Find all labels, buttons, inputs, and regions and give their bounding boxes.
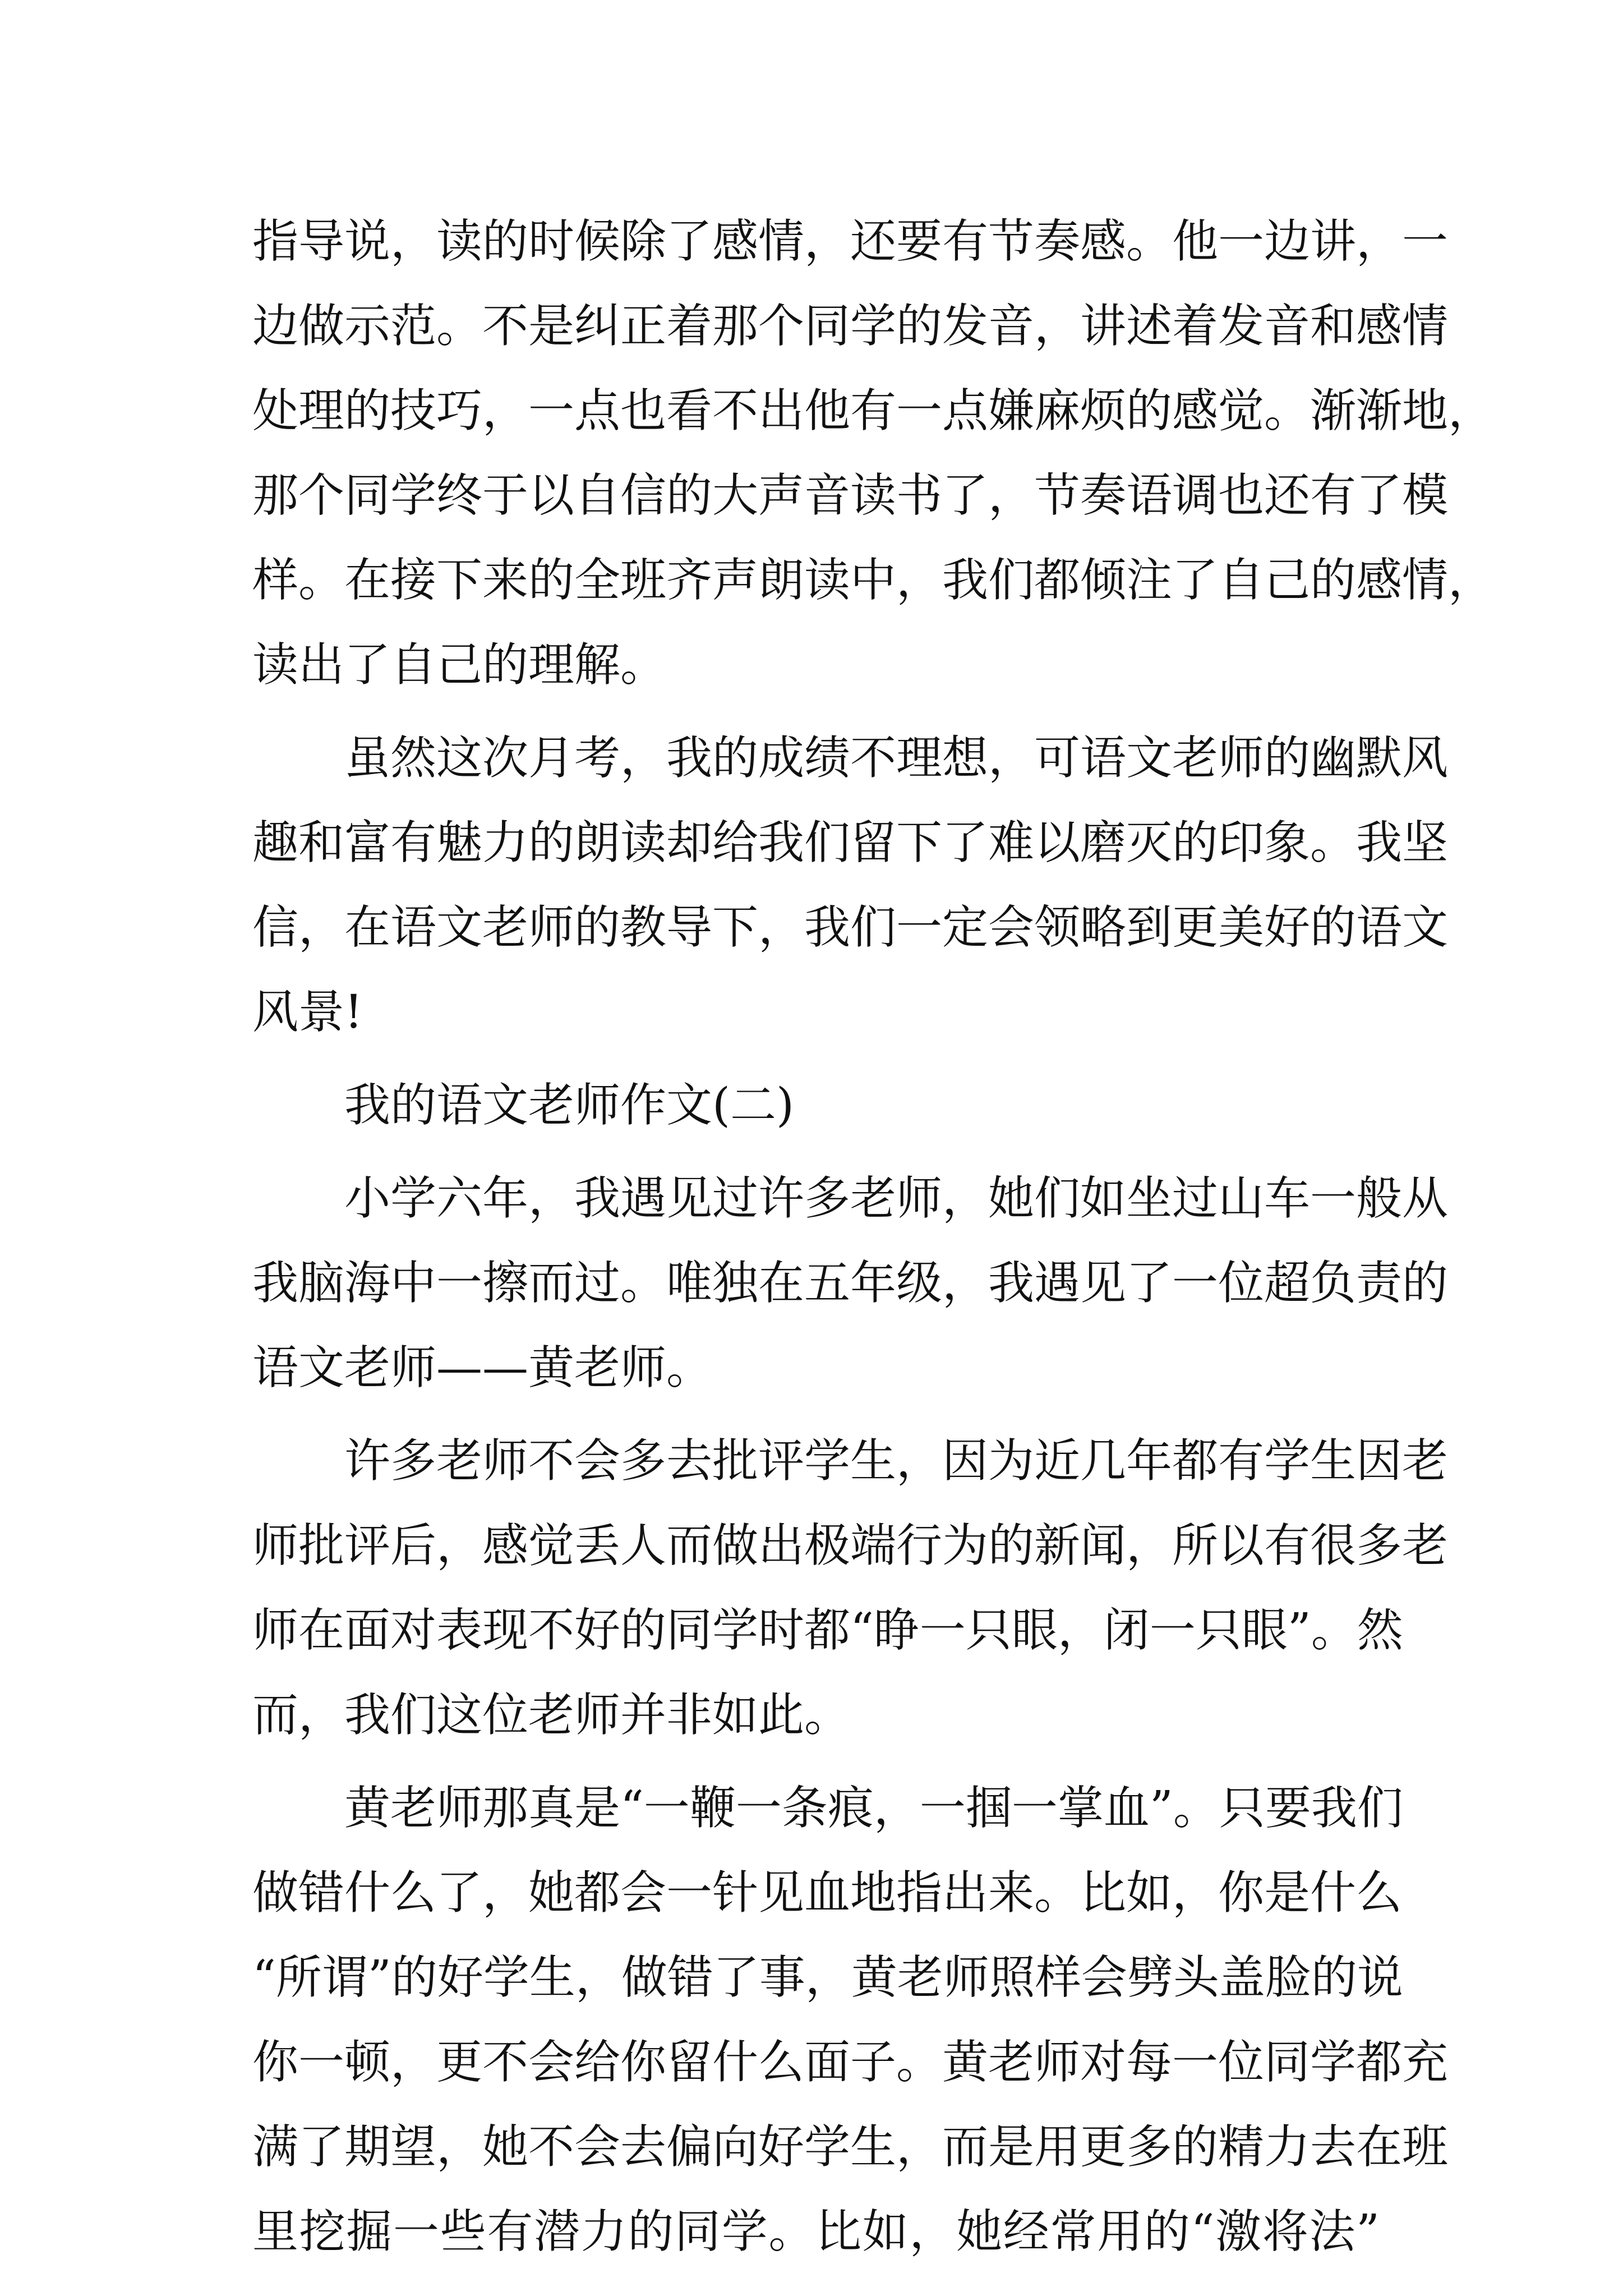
paragraph bbox=[252, 1766, 1449, 2274]
text-line: 那个同学终于以自信的大声音读书了，节奏语调也还有了模 bbox=[252, 469, 1449, 522]
text-line: 指导说，读的时候除了感情，还要有节奏感。他一边讲，一 bbox=[252, 215, 1449, 268]
text-line: 黄老师那真是“一鞭一条痕，一掴一掌血”。只要我们 bbox=[344, 1782, 1403, 1835]
text-line: 边做示范。不是纠正着那个同学的发音，讲述着发音和感情 bbox=[252, 300, 1449, 353]
paragraph bbox=[252, 1156, 1449, 1410]
text-line: “所谓”的好学生，做错了事，黄老师照样会劈头盖脸的说 bbox=[252, 1951, 1403, 2004]
text-line: 信，在语文老师的教导下，我们一定会领略到更美好的语文 bbox=[252, 901, 1449, 954]
text-line: 样。在接下来的全班齐声朗读中，我们都倾注了自己的感情， bbox=[252, 554, 1495, 607]
text-line: 虽然这次月考，我的成绩不理想，可语文老师的幽默风 bbox=[344, 731, 1449, 785]
paragraph bbox=[252, 1063, 1380, 1148]
text-line: 趣和富有魅力的朗读却给我们留下了难以磨灭的印象。我坚 bbox=[252, 816, 1449, 869]
text-line: 里挖掘一些有潜力的同学。比如，她经常用的“激将法” bbox=[252, 2205, 1380, 2258]
paragraph bbox=[252, 199, 1495, 707]
paragraph bbox=[252, 1419, 1449, 1757]
text-line: 你一顿，更不会给你留什么面子。黄老师对每一位同学都充 bbox=[252, 2036, 1449, 2089]
text-line: 我脑海中一擦而过。唯独在五年级，我遇见了一位超负责的 bbox=[252, 1257, 1449, 1310]
text-line: 我的语文老师作文(二) bbox=[344, 1079, 794, 1132]
text-line: 师批评后，感觉丢人而做出极端行为的新闻，所以有很多老 bbox=[252, 1519, 1449, 1572]
text-line: 师在面对表现不好的同学时都“睁一只眼，闭一只眼”。然 bbox=[252, 1604, 1403, 1657]
text-line: 许多老师不会多去批评学生，因为近几年都有学生因老 bbox=[344, 1434, 1449, 1488]
document-page bbox=[252, 199, 1495, 2274]
text-line: 满了期望，她不会去偏向好学生，而是用更多的精力去在班 bbox=[252, 2120, 1449, 2174]
text-line: 语文老师——黄老师。 bbox=[252, 1341, 713, 1395]
text-line: 处理的技巧，一点也看不出他有一点嫌麻烦的感觉。渐渐地， bbox=[252, 384, 1495, 438]
text-line: 而，我们这位老师并非如此。 bbox=[252, 1688, 851, 1742]
text-line: 读出了自己的理解。 bbox=[252, 638, 667, 692]
text-line: 风景! bbox=[252, 986, 363, 1039]
text-line: 做错什么了，她都会一针见血地指出来。比如，你是什么 bbox=[252, 1866, 1403, 1920]
paragraph bbox=[252, 716, 1449, 1055]
text-line: 小学六年，我遇见过许多老师，她们如坐过山车一般从 bbox=[344, 1172, 1449, 1225]
